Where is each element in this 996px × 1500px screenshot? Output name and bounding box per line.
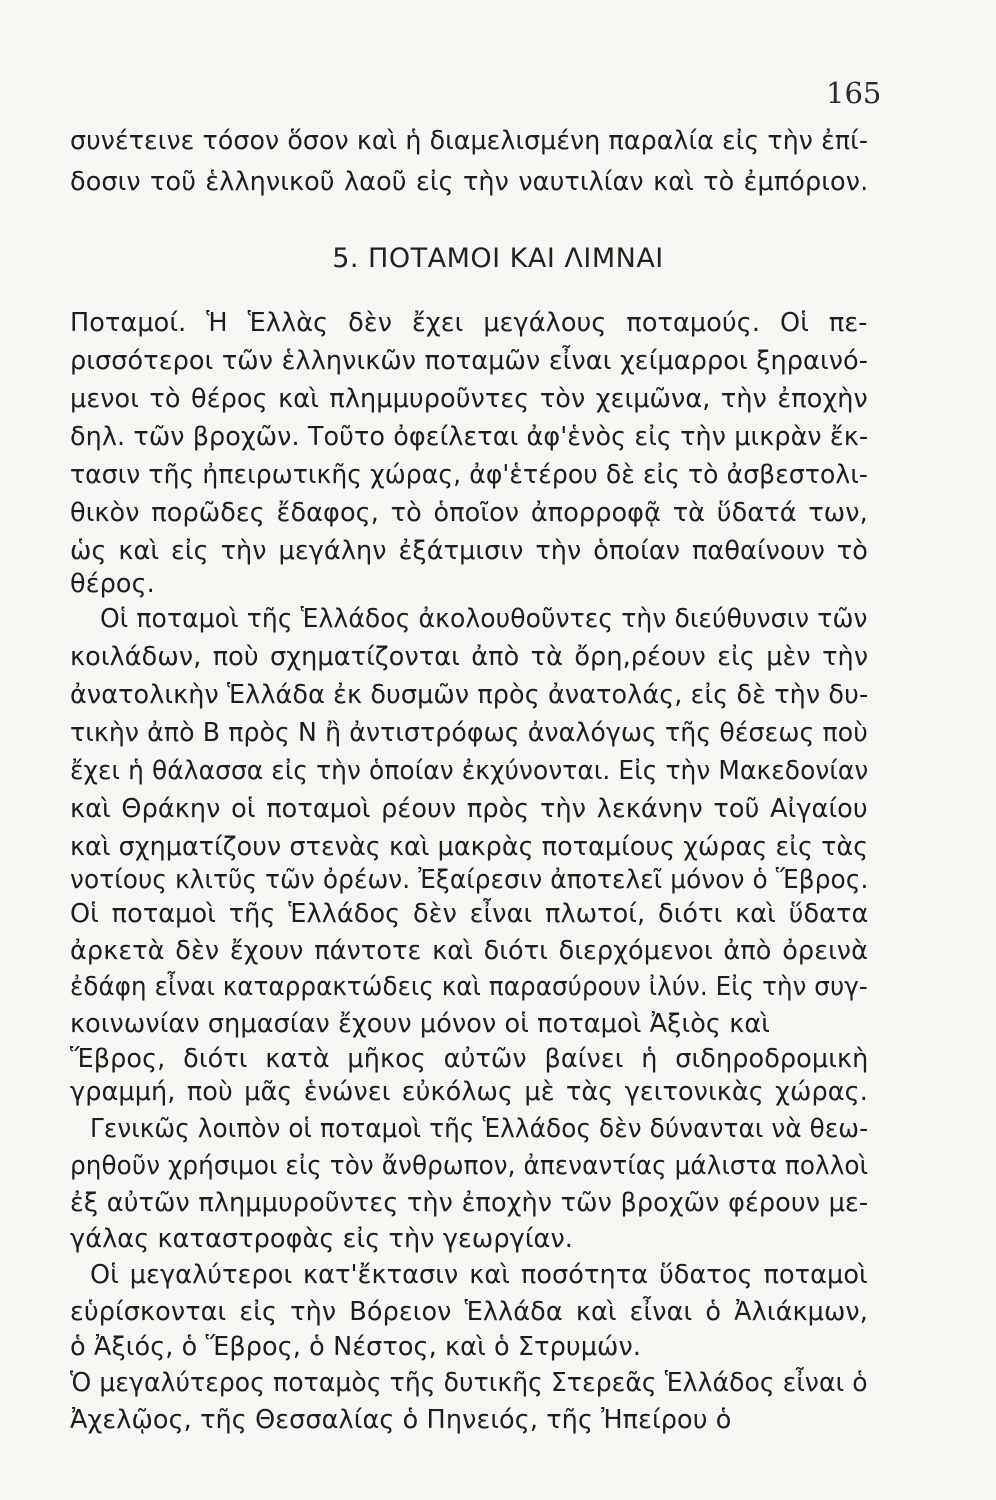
text-line: θικὸν πορῶδες ἔδαφος, τὸ ὁποῖον ἀπορροφᾷ τὰ ὕδατά των, (70, 498, 868, 528)
text-line: Ἀχελῷος, τῆς Θεσσαλίας ὁ Πηνειός, τῆς Ἠπείρου ὁ (70, 1405, 732, 1435)
text-line: Ἕβρος, διότι κατὰ μῆκος αὐτῶν βαίνει ἡ σιδηροδρομικὴ (70, 1044, 869, 1074)
text-line: ρισσότεροι τῶν ἑλληνικῶν ποταμῶν εἶναι χείμαρροι ξηραινό- (70, 346, 869, 376)
paragraph-start: Οἱ μεγαλύτεροι κατ'ἔκτασιν καὶ ποσότητα ὕδατος ποταμοὶ (90, 1260, 868, 1290)
text-line: συνέτεινε τόσον ὅσον καὶ ἡ διαμελισμένη παραλία εἰς τὴν ἐπί- (70, 126, 869, 156)
text-line: Οἱ ποταμοὶ τῆς Ἑλλάδος δὲν εἶναι πλωτοί, διότι καὶ ὕδατα (70, 899, 869, 929)
page-number: 165 (826, 76, 882, 110)
text-line: κοινωνίαν σημασίαν ἔχουν μόνον οἱ ποταμοὶ Ἀξιὸς καὶ (70, 1009, 770, 1039)
text-line: γραμμή, ποὺ μᾶς ἑνώνει εὐκόλως μὲ τὰς γειτονικὰς χώρας. (70, 1077, 868, 1107)
text-line: Ὁ μεγαλύτερος ποταμὸς τῆς δυτικῆς Στερεᾶς Ἑλλάδος εἶναι ὁ (70, 1368, 868, 1398)
text-line: δοσιν τοῦ ἑλληνικοῦ λαοῦ εἰς τὴν ναυτιλίαν καὶ τὸ ἐμπόριον. (70, 167, 869, 197)
text-line: τασιν τῆς ἠπειρωτικῆς χώρας, ἀφ'ἑτέρου δὲ εἰς τὸ ἀσβεστολι- (70, 460, 869, 490)
text-line: γάλας καταστροφὰς εἰς τὴν γεωργίαν. (70, 1224, 574, 1254)
text-line: καὶ σχηματίζουν στενὰς καὶ μακρὰς ποταμίους χώρας εἰς τὰς (70, 832, 869, 862)
text-line: ἀνατολικὴν Ἑλλάδα ἐκ δυσμῶν πρὸς ἀνατολάς, εἰς δὲ τὴν δυ- (70, 680, 869, 710)
text-line: θέρος. (70, 569, 155, 599)
paragraph-start: Γενικῶς λοιπὸν οἱ ποταμοὶ τῆς Ἑλλάδος δὲν δύνανται νὰ θεω- (90, 1114, 869, 1144)
text-line: ἔχει ἡ θάλασσα εἰς τὴν ὁποίαν ἐκχύνονται. Εἰς τὴν Μακεδονίαν (70, 756, 869, 786)
text-line: ἀρκετὰ δὲν ἔχουν πάντοτε καὶ διότι διερχόμενοι ἀπὸ ὀρεινὰ (70, 936, 869, 966)
text-line: ἐδάφη εἶναι καταρρακτώδεις καὶ παρασύρουν ἰλύν. Εἰς τὴν συγ- (70, 972, 868, 1002)
text-line: ὡς καὶ εἰς τὴν μεγάλην ἐξάτμισιν τὴν ὁποίαν παθαίνουν τὸ (70, 536, 868, 566)
text-line: ρηθοῦν χρήσιμοι εἰς τὸν ἄνθρωπον, ἀπεναντίας μάλιστα πολλοὶ (70, 1151, 869, 1181)
section-heading: 5. ΠΟΤΑΜΟΙ ΚΑΙ ΛΙΜΝΑΙ (332, 243, 664, 274)
paragraph-start: Οἱ ποταμοὶ τῆς Ἑλλάδος ἀκολουθοῦντες τὴν διεύθυνσιν τῶν (100, 604, 868, 634)
text-line: δηλ. τῶν βροχῶν. Τοῦτο ὀφείλεται ἀφ'ἑνὸς εἰς τὴν μικρὰν ἔκ- (70, 422, 869, 452)
text-line: νοτίους κλιτῦς τῶν ὀρέων. Ἐξαίρεσιν ἀποτελεῖ μόνον ὁ Ἕβρος. (70, 865, 869, 895)
text-line: κοιλάδων, ποὺ σχηματίζονται ἀπὸ τὰ ὄρη,ρέουν εἰς μὲν τὴν (70, 642, 869, 672)
text-line: Ποταμοί. Ἡ Ἑλλὰς δὲν ἔχει μεγάλους ποταμούς. Οἱ πε- (70, 308, 868, 338)
text-line: τικὴν ἀπὸ Β πρὸς Ν ἢ ἀντιστρόφως ἀναλόγως τῆς θέσεως ποὺ (70, 718, 868, 748)
text-line: εὑρίσκονται εἰς τὴν Βόρειον Ἑλλάδα καὶ εἶναι ὁ Ἀλιάκμων, (70, 1297, 868, 1327)
text-line: καὶ Θράκην οἱ ποταμοὶ ρέουν πρὸς τὴν λεκάνην τοῦ Αἰγαίου (70, 794, 868, 824)
text-line: ὁ Ἀξιός, ὁ Ἕβρος, ὁ Νέστος, καὶ ὁ Στρυμών. (70, 1332, 642, 1362)
text-line: ἐξ αὐτῶν πλημμυροῦντες τὴν ἐποχὴν τῶν βροχῶν φέρουν με- (70, 1188, 869, 1218)
text-line: μενοι τὸ θέρος καὶ πλημμυροῦντες τὸν χειμῶνα, τὴν ἐποχὴν (70, 384, 868, 414)
